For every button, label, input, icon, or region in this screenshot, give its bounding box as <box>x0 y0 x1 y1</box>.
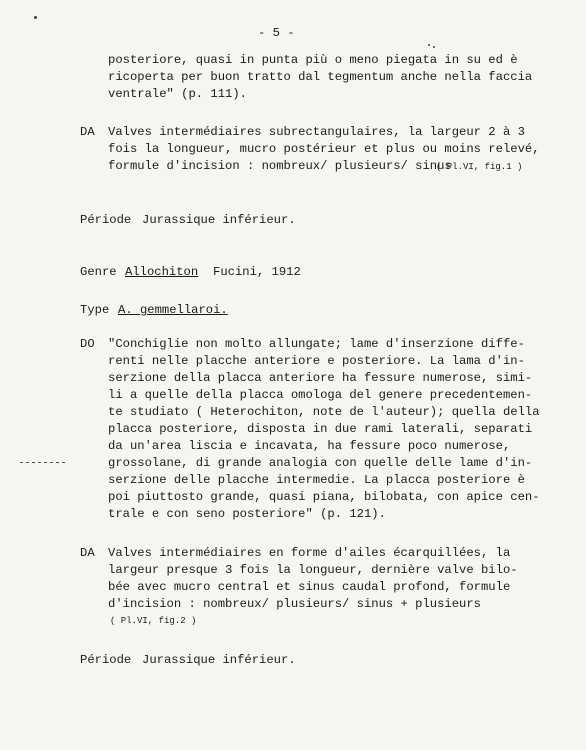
scan-speck <box>34 16 37 19</box>
da1-line-3: formule d'incision : nombreux/ plusieurs/ sinus <box>108 159 452 173</box>
block1-line-1: posteriore, quasi in punta più o meno piegata in su ed è <box>108 53 518 67</box>
do-line-6: placca posteriore, disposta in due rami laterali, separati <box>108 422 533 436</box>
periode1-label: Période <box>80 213 132 227</box>
do-line-1: "Conchiglie non molto allungate; lame d'inserzione diffe- <box>108 337 525 351</box>
margin-mark <box>20 462 66 463</box>
do-line-7: da un'area liscia e incavata, ha fessure poco numerose, <box>108 439 511 453</box>
do-line-3: serzione della placca anteriore ha fessure numerose, simi- <box>108 371 533 385</box>
da2-line-2: largeur presque 3 fois la longueur, dernière valve bilo- <box>108 563 518 577</box>
do-line-4: li a quelle della placca omologa del genere precedentemen- <box>108 388 533 402</box>
da1-line-1: Valves intermédiaires subrectangulaires, la largeur 2 à 3 <box>108 125 525 139</box>
type-label: Type <box>80 303 110 317</box>
block1-line-2: ricoperta per buon tratto dal tegmentum anche nella faccia <box>108 70 533 84</box>
da2-tag: DA <box>80 546 95 560</box>
do-line-9: serzione delle placche intermedie. La placca posteriore è <box>108 473 525 487</box>
genre-label: Genre <box>80 265 117 279</box>
periode2-value: Jurassique inférieur. <box>142 653 296 667</box>
da1-figure-ref: ( Pl.VI, fig.1 ) <box>436 162 523 172</box>
periode2-label: Période <box>80 653 132 667</box>
do-tag: DO <box>80 337 95 351</box>
genre-name: Allochiton <box>125 265 199 279</box>
scan-speck <box>428 44 430 46</box>
da2-figure-ref: ( Pl.VI, fig.2 ) <box>110 616 197 626</box>
do-line-10: poi piuttosto grande, quasi piana, bilobata, con apice cen- <box>108 490 540 504</box>
da2-line-1: Valves intermédiaires en forme d'ailes écarquillées, la <box>108 546 511 560</box>
do-line-2: renti nelle placche anteriore e posteriore. La lama d'in- <box>108 354 525 368</box>
do-line-11: trale e con seno posteriore" (p. 121). <box>108 507 386 521</box>
do-line-8: grossolane, di grande analogia con quelle delle lame d'in- <box>108 456 533 470</box>
scan-speck <box>433 46 435 48</box>
da1-tag: DA <box>80 125 95 139</box>
page-number: - 5 - <box>258 26 295 40</box>
da2-line-4: d'incision : nombreux/ plusieurs/ sinus + plusieurs <box>108 597 481 611</box>
do-line-5: te studiato ( Heterochiton, note de l'auteur); quella della <box>108 405 540 419</box>
type-value: A. gemmellaroi. <box>118 303 228 317</box>
da2-line-3: bée avec mucro central et sinus caudal profond, formule <box>108 580 511 594</box>
genre-author: Fucini, 1912 <box>213 265 301 279</box>
da1-line-2: fois la longueur, mucro postérieur et plus ou moins relevé, <box>108 142 540 156</box>
periode1-value: Jurassique inférieur. <box>142 213 296 227</box>
block1-line-3: ventrale" (p. 111). <box>108 87 247 101</box>
